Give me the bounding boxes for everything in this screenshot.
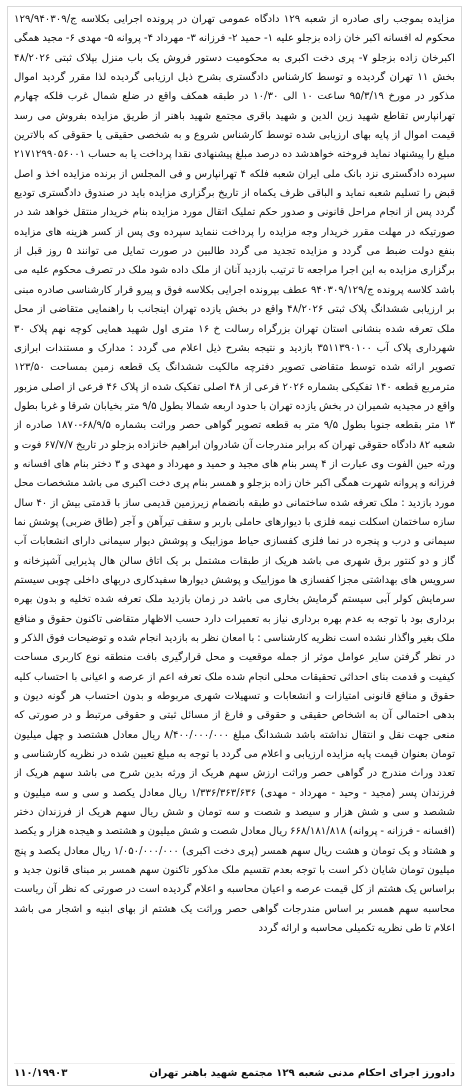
notice-footer xyxy=(14,1063,455,1083)
notice-code: ۱۱۰/۱۹۹۰۳ xyxy=(14,1068,68,1079)
notice-body-text: مزایده بموجب رای صادره از شعبه ۱۲۹ دادگاه عمومی تهران در پرونده اجرایی بکلاسه ج/۱۲۹/۹۴۰۳۰۹ محکوم له افسانه اکبر خان زاده بزجلو علیه ۱- حمید ۲- فرزانه ۳- مهرداد ۴- پروانه ۵- مهدی ۶- مجید همگی اکبرخان زاده بزجلو ۷- پری دخت اکبری به محکومیت دستور فروش یک باب منزل بپلاک ثبتی ۴۸/۲۰۲۶ بخش ۱۱ تهران گردیده و توسط کارشناس دادگستری بشرح ذیل ارزیابی گردیده لذا مقرر گردید اموال مذکور در مورخ ۹۵/۳/۱۹ ساعت ۱۰ الی ۱۰/۳۰ در طبقه همکف واقع در ضلع شمال غرب فلکه چهارم تهرانپارس تقاطع شهید زین الدین و شهید باقری مجتمع شهید باهنر از طریق مزایده بفروش می رسد قیمت اموال از پایه بهای ارزیابی شده توسط کارشناس شروع و به شخصی حقیقی یا حقوقی که بالاترین مبلغ را پیشنهاد نماید فروخته خواهدشد ده درصد مبلغ پیشنهادی نقدا پرداخت یا به حساب ۲۱۷۱۲۹۹۰۵۶۰۰۱ سپرده دادگستری نزد بانک ملی ایران شعبه فلکه ۴ تهرانپارس و فی المجلس از برنده مزایده اخذ و اصل قبض را تسلیم شعبه نماید و الباقی ظرف یکماه از تاریخ برگزاری مزایده باید در صندوق دادگستری تودیع گردد پس از انجام مراحل قانونی و صدور حکم تملیک اتقال مورد مزایده بنام خریدار منتقل خواهد شد در صورتیکه در مهلت مقرر خریدار وجه مزایده را پرداخت ننماید سپرده وی پس از کسر هزینه های مزایده بنفع دولت ضبط می گردد و مزایده تجدید می گردد طالبین در صورت تمایل می توانند ۵ روز قبل از برگزاری مزایده به این اجرا مراجعه تا ترتیب بازدید آنان از ملک داده شود ملک در تصرف محکوم علیه می باشد کلاسه پرونده ج/۹۴۰۳۰۹/۱۲۹ عطف بپرونده اجرایی بکلاسه فوق و پیرو قرار کارشناسی صادره مبنی بر ارزیابی ششدانگ پلاک ثبتی ۴۸/۲۰۲۶ واقع در بخش یازده تهران اینجانب با راهنمایی متقاضی از محل ملک تعرفه شده بنشانی استان تهران بزرگراه رسالت خ ۱۶ متری اول شهید همایی کوچه نهم پلاک ۳۰ شهرداری پلاک آب ۳۵۱۱۳۹۰۱۰۰ بازدید و نتیجه بشرح ذیل اعلام می گردد : مدارک و مستندات ابرازی تصویر ارائه شده توسط متقاضی تصویر دفترچه مالکیت ششدانگ یک قطعه زمین بمساحت ۱۲۳/۵۰ مترمربع قطعه ۱۴۰ تفکیکی بشماره ۲۰۲۶ فرعی از ۴۸ اصلی تفکیک شده از پلاک ۴۶ فرعی از اصلی مزبور واقع در مجیدیه شمیران در بخش یازده تهران با حدود اربعه شمالا بطول ۹/۵ متر بخیابان شرقا و غربا بطول ۱۳ متر بقطعه جنوبا بطول ۹/۵ متر به قطعه تصویر گواهی حصر وراثت بشماره ۶۸/۹/۵-۱۸۷۰ صادره از شعبه ۸۲ دادگاه حقوقی تهران که برابر مندرجات آن شادروان ابراهیم خانزاده بزجلو در تاریخ ۶۷/۷/۷ فوت و ورثه حین الفوت وی عبارت از ۴ پسر بنام های مجید و حمید و مهرداد و مهدی و ۳ دختر بنام های افسانه و فرزانه و پروانه شهرت همگی اکبر خان زاده بزجلو و همسر بنام پری دخت اکبری می باشد مشخصات محل مورد بازدید : ملک تعرفه شده ساختمانی دو طبقه بانضمام زیرزمین قدیمی ساز با قدمتی بیش از ۴۰ سال سازه ساختمان اسکلت نیمه فلزی با دیوارهای حاملی باربر و سقف تیرآهن و آجر (طاق ضربی) پوشش نما سیمانی و درب و پنجره در نما فلزی کفسازی حیاط موزاییک و پوشش دیوار سیمانی دارای انشعابات آب گاز و دو کنتور برق شهری می باشد هریک از طبقات مشتمل بر یک اتاق سالن هال پذیرایی آشپزخانه و سرویس های بهداشتی مجزا کفسازی ها موزاییک و پوشش دیوارها سفیدکاری دربهای داخلی چوبی سیستم سرمایش کولر آبی سیستم گرمایش بخاری می باشد در زمان بازدید ملک تعرفه شده تخلیه و بدون بهره برداری بود با توجه به عدم بهره برداری نیاز به تعمیرات دارد حسب الاظهار متقاضی تاکنون حقوق و منافع ملک بغیر واگذار نشده است نظریه کارشناسی : با امعان نظر به بازدید انجام شده و توضیحات فوق الذکر و در نظر گرفتن سایر عوامل موثر از جمله موقعیت و محل قرارگیری بافت منطقه نوع کاربری مساحت کیفیت و قدمت بنای احداثی تحقیقات محلی انجام شده ملک تعرفه اعم از عرصه و اعیانی با احتساب کلیه حقوق و منافع قانونی امتیازات و انشعابات و تسهیلات شهری مربوطه و بدون احتساب هر گونه دیون و بدهی احتمالی آن به اشخاص حقیقی و حقوقی و فارغ از مسائل ثبتی و حقوقی مرتبط و در صورتی که منعی جهت نقل و انتقال نداشته باشد ششدانگ مبلغ ۸/۴۰۰/۰۰۰/۰۰۰ ریال معادل هشتصد و چهل میلیون تومان بعنوان قیمت پایه مزایده ارزیابی و اعلام می گردد با توجه به مبلغ تعیین شده در نظریه کارشناسی و تعدد وراث مندرج در گواهی حصر وراثت ارزش سهم هریک از ورثه بدین شرح می باشد سهم هریک از فرزندان پسر (مجید - وحید - مهرداد - مهدی) ۱/۳۳۶/۳۶۳/۶۳۶ ریال معادل یکصد و سی و سه میلیون و ششصد و سی و شش هزار و سیصد و شصت و سه تومان و شش ریال سهم هریک از فرزندان دختر (افسانه - فرزانه - پروانه) ۶۶۸/۱۸۱/۸۱۸ ریال معادل شصت و شش میلیون و هشتصد و هیجده هزار و یکصد و هشتاد و یک تومان و هشت ریال سهم همسر (پری دخت اکبری) ۱/۰۵۰/۰۰۰/۰۰۰ ریال معادل یکصد و پنج میلیون تومان شایان ذکر است با توجه بعدم تقسیم ملک مذکور تاکنون سهم همسر بر مبنای قانون جدید و براساس یک هشتم از کل قیمت عرصه و اعیان محاسبه و اعلام گردیده است در صورتی که نظر آن ریاست محاسبه سهم همسر بر اساس مندرجات گواهی حصر وراثت یک هشتم از بهای ابنیه و اشجار می باشد اعلام تا طی نظریه تکمیلی محاسبه و ارائه گردد xyxy=(14,14,455,935)
issuer-signature: دادورز اجرای احکام مدنی شعبه ۱۲۹ مجتمع شهید باهنر تهران xyxy=(149,1068,455,1079)
notice-frame xyxy=(7,6,462,1086)
